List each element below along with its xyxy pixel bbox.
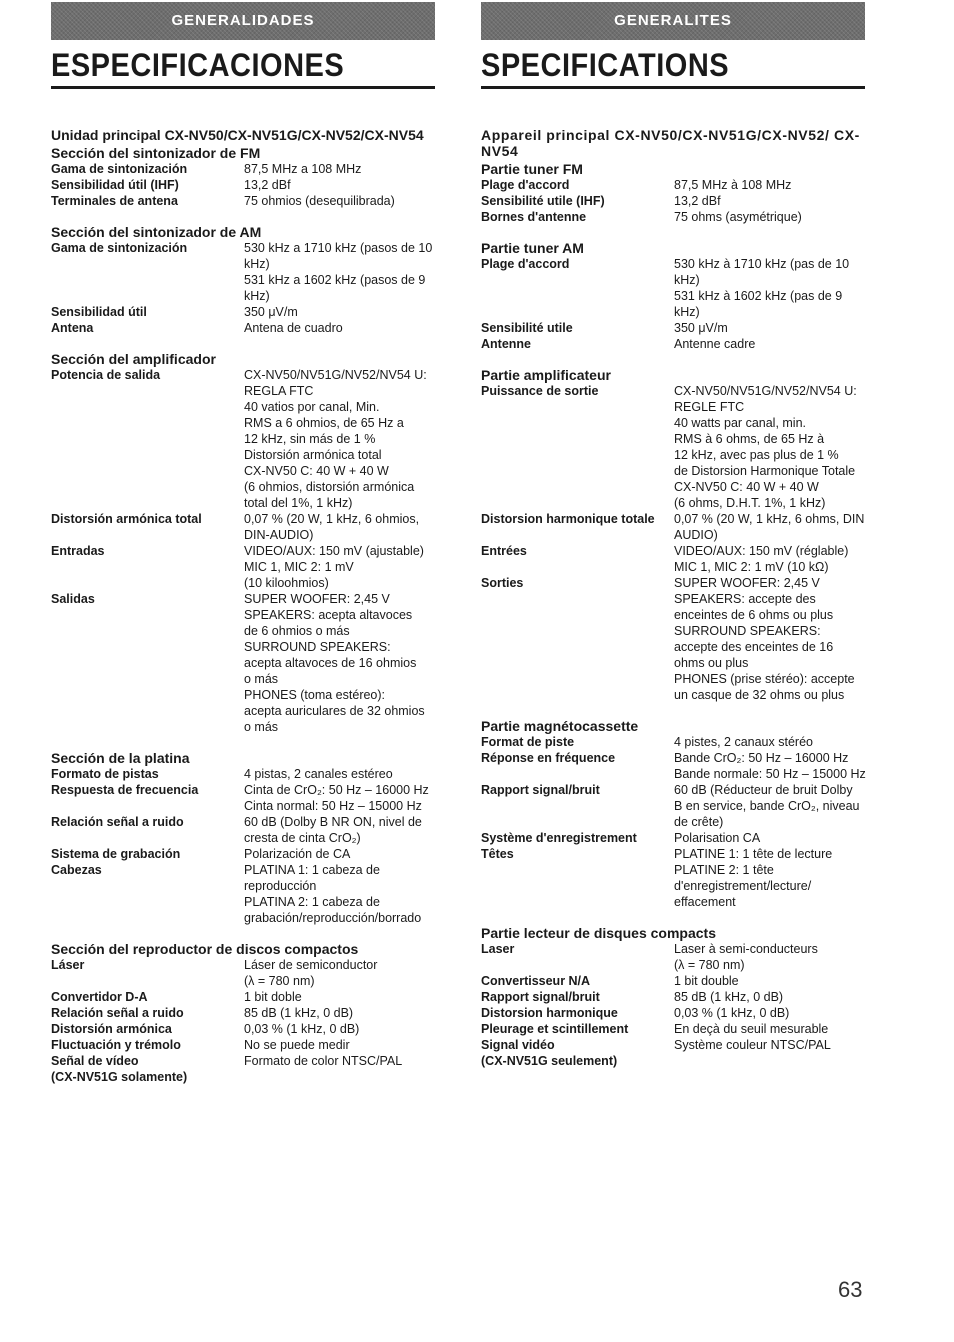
spec-value	[674, 320, 865, 336]
spec-value-line: acepta auriculares de 32 ohmios	[244, 704, 425, 718]
spec-value-line: Bande CrO₂: 50 Hz – 16000 Hz	[674, 751, 849, 765]
spec-value-line: enceintes de 6 ohms ou plus	[674, 608, 834, 622]
spec-value-line: MIC 1, MIC 2: 1 mV	[244, 560, 354, 574]
spec-value-line: 1 bit double	[674, 974, 739, 988]
spec-value-line: Bande normale: 50 Hz – 15000 Hz	[674, 767, 866, 781]
spec-label: Terminales de antena	[51, 194, 178, 208]
spec-value-line: de Distorsion Harmonique Totale	[674, 464, 856, 478]
spec-value-line: 0,07 % (20 W, 1 kHz, 6 ohms, DIN	[674, 512, 865, 526]
spec-row	[51, 766, 435, 782]
spec-value-line: MIC 1, MIC 2: 1 mV (10 kΩ)	[674, 560, 829, 574]
spec-value	[244, 304, 435, 320]
spec-value-line: B en service, bande CrO₂, niveau	[674, 799, 860, 813]
spec-value-line: CX-NV50 C: 40 W + 40 W	[244, 464, 389, 478]
spec-value-line: Antenne cadre	[674, 337, 756, 351]
section-title: Partie tuner FM	[481, 161, 583, 177]
spec-value-line: o más	[244, 720, 279, 734]
spec-value	[674, 830, 865, 846]
spec-value-line: No se puede medir	[244, 1038, 350, 1052]
spec-value-line: PLATINA 1: 1 cabeza de	[244, 863, 380, 877]
spec-value	[674, 941, 865, 973]
spec-value-line: 0,03 % (1 kHz, 0 dB)	[674, 1006, 790, 1020]
spec-row	[51, 367, 435, 511]
spec-label: Distorsión armónica total	[51, 512, 202, 526]
spec-value	[244, 989, 435, 1005]
spec-value-line: Cinta de CrO₂: 50 Hz – 16000 Hz	[244, 783, 429, 797]
spec-value	[244, 1069, 435, 1085]
spec-label: Format de piste	[481, 735, 575, 749]
spec-value-line: reproducción	[244, 879, 317, 893]
spec-value	[244, 766, 435, 782]
french-spec-sections	[481, 161, 865, 1069]
spec-value-line: 60 dB (Réducteur de bruit Dolby	[674, 783, 853, 797]
spec-row	[481, 1053, 865, 1069]
spec-value-line: SURROUND SPEAKERS:	[244, 640, 391, 654]
spec-label: Signal vidéo	[481, 1038, 555, 1052]
spec-value	[674, 209, 865, 225]
spec-row	[51, 177, 435, 193]
spec-value	[674, 256, 865, 320]
spec-value-line: 1 bit doble	[244, 990, 302, 1004]
spec-value-line: un casque de 32 ohms ou plus	[674, 688, 845, 702]
section-title: Partie tuner AM	[481, 240, 584, 256]
section-title: Sección del reproductor de discos compactos	[51, 941, 359, 957]
spanish-column	[51, 2, 435, 1085]
spec-value-line: 13,2 dBf	[244, 178, 291, 192]
spec-row	[481, 941, 865, 973]
spec-row	[481, 383, 865, 511]
spec-label: Antena	[51, 321, 94, 335]
page-number: 63	[838, 1277, 863, 1302]
spec-label: Sistema de grabación	[51, 847, 181, 861]
spec-value-line: Polarización de CA	[244, 847, 351, 861]
spec-value	[674, 1021, 865, 1037]
spec-value-line: 12 kHz, sin más de 1 %	[244, 432, 376, 446]
spec-value-line: SUPER WOOFER: 2,45 V	[674, 576, 820, 590]
spec-value-line: 4 pistas, 2 canales estéreo	[244, 767, 393, 781]
spec-row	[51, 161, 435, 177]
spec-label: Rapport signal/bruit	[481, 990, 600, 1004]
spec-label: Gama de sintonización	[51, 241, 188, 255]
spec-value-line: 75 ohms (asymétrique)	[674, 210, 802, 224]
spec-value-line: DIN-AUDIO)	[244, 528, 314, 542]
spec-row	[481, 782, 865, 830]
spec-value-line: RMS à 6 ohms, de 65 Hz à	[674, 432, 825, 446]
spec-value-line: kHz)	[674, 273, 700, 287]
spec-value	[244, 862, 435, 926]
spec-value-line: effacement	[674, 895, 736, 909]
spec-value-line: 40 watts par canal, min.	[674, 416, 807, 430]
spec-value-line: SPEAKERS: accepte des	[674, 592, 816, 606]
spec-value	[244, 161, 435, 177]
spec-label: Distorsion harmonique totale	[481, 512, 655, 526]
spec-label: Distorsion harmonique	[481, 1006, 618, 1020]
spec-value	[674, 177, 865, 193]
spec-value-line: 530 kHz a 1710 kHz (pasos de 10	[244, 241, 433, 255]
spec-value	[674, 1053, 865, 1069]
spec-row	[481, 209, 865, 225]
spec-value	[244, 1037, 435, 1053]
spec-label: Puissance de sortie	[481, 384, 599, 398]
french-column	[481, 2, 865, 1069]
spec-value-line: PLATINE 2: 1 tête	[674, 863, 774, 877]
spec-value	[674, 511, 865, 543]
spec-label: (CX-NV51G solamente)	[51, 1070, 188, 1084]
spec-label: Distorsión armónica	[51, 1022, 172, 1036]
spec-row	[51, 1021, 435, 1037]
spec-row	[481, 973, 865, 989]
spec-value	[674, 575, 865, 703]
spec-label: Laser	[481, 942, 515, 956]
spec-value	[244, 320, 435, 336]
spec-label: Sensibilité utile	[481, 321, 573, 335]
spec-value-line: SPEAKERS: acepta altavoces	[244, 608, 413, 622]
spec-value	[244, 1053, 435, 1069]
spec-value-line: Antena de cuadro	[244, 321, 343, 335]
spec-row	[51, 591, 435, 735]
spec-row	[481, 846, 865, 910]
spec-row	[481, 1037, 865, 1053]
spec-value-line: REGLE FTC	[674, 400, 745, 414]
spec-row	[481, 177, 865, 193]
spec-value	[244, 367, 435, 511]
spec-value-line: 4 pistes, 2 canaux stéréo	[674, 735, 813, 749]
spec-value-line: 40 vatios por canal, Min.	[244, 400, 380, 414]
french-model-heading: Appareil principal CX-NV50/CX-NV51G/CX-NV52/ CX-NV54	[481, 127, 860, 159]
spec-row	[481, 1021, 865, 1037]
section-title: Sección del amplificador	[51, 351, 216, 367]
spec-value-line: ohms ou plus	[674, 656, 749, 670]
spec-value-line: (10 kiloohmios)	[244, 576, 329, 590]
spec-value-line: de crête)	[674, 815, 724, 829]
spec-value-line: 531 kHz a 1602 kHz (pasos de 9	[244, 273, 426, 287]
spec-value-line: kHz)	[674, 305, 700, 319]
spec-value-line: CX-NV50 C: 40 W + 40 W	[674, 480, 819, 494]
spec-value-line: AUDIO)	[674, 528, 718, 542]
spec-row	[481, 320, 865, 336]
spec-value	[674, 383, 865, 511]
spec-row	[51, 814, 435, 846]
spec-label: Láser	[51, 958, 85, 972]
spec-value-line: 350 μV/m	[674, 321, 728, 335]
spec-value-line: REGLA FTC	[244, 384, 314, 398]
spec-label: Sensibilidad útil (IHF)	[51, 178, 179, 192]
spec-value	[244, 177, 435, 193]
spec-value	[674, 336, 865, 352]
spec-label: Antenne	[481, 337, 531, 351]
spec-value-line: 85 dB (1 kHz, 0 dB)	[674, 990, 784, 1004]
spec-label: (CX-NV51G seulement)	[481, 1054, 618, 1068]
spec-label: Gama de sintonización	[51, 162, 188, 176]
spec-row	[51, 989, 435, 1005]
spec-row	[51, 240, 435, 304]
spec-label: Sorties	[481, 576, 524, 590]
spec-value-line: 12 kHz, avec pas plus de 1 %	[674, 448, 839, 462]
spec-value	[674, 543, 865, 575]
spec-value-line: acepta altavoces de 16 ohmios	[244, 656, 417, 670]
spec-value-line: 0,07 % (20 W, 1 kHz, 6 ohmios,	[244, 512, 420, 526]
spec-row	[481, 1005, 865, 1021]
spec-value-line: 13,2 dBf	[674, 194, 721, 208]
spec-value-line: PHONES (prise stéréo): accepte	[674, 672, 855, 686]
section-title: Sección del sintonizador de FM	[51, 145, 261, 161]
section-title: Sección del sintonizador de AM	[51, 224, 262, 240]
spec-value-line: Laser à semi-conducteurs	[674, 942, 818, 956]
spec-value-line: cresta de cinta CrO₂)	[244, 831, 361, 845]
spec-row	[51, 304, 435, 320]
spec-label: Sensibilité utile (IHF)	[481, 194, 605, 208]
spec-label: Sensibilidad útil	[51, 305, 147, 319]
spec-row	[51, 846, 435, 862]
spec-label: Entrées	[481, 544, 527, 558]
spec-value-line: de 6 ohmios o más	[244, 624, 350, 638]
spec-label: Relación señal a ruido	[51, 815, 184, 829]
spec-row	[481, 734, 865, 750]
spec-label: Respuesta de frecuencia	[51, 783, 199, 797]
spec-value-line: o más	[244, 672, 279, 686]
spec-value-line: 0,03 % (1 kHz, 0 dB)	[244, 1022, 360, 1036]
spec-value-line: (6 ohms, D.H.T. 1%, 1 kHz)	[674, 496, 826, 510]
spec-label: Relación señal a ruido	[51, 1006, 184, 1020]
spec-value-line: 60 dB (Dolby B NR ON, nivel de	[244, 815, 422, 829]
spec-value	[674, 989, 865, 1005]
spec-value	[674, 734, 865, 750]
spec-value-line: PHONES (toma estéreo):	[244, 688, 386, 702]
spec-value-line: Système couleur NTSC/PAL	[674, 1038, 831, 1052]
spec-row	[481, 575, 865, 703]
spec-label: Fluctuación y trémolo	[51, 1038, 181, 1052]
spec-value-line: PLATINA 2: 1 cabeza de	[244, 895, 380, 909]
spec-value	[674, 750, 866, 782]
section-title: Partie amplificateur	[481, 367, 611, 383]
spanish-model-heading: Unidad principal CX-NV50/CX-NV51G/CX-NV52/CX-NV54	[51, 127, 424, 143]
spanish-spec-sections	[51, 145, 435, 1085]
spec-value	[674, 782, 865, 830]
spec-row	[481, 336, 865, 352]
spec-label: Plage d'accord	[481, 178, 570, 192]
spec-value-line: 75 ohmios (desequilibrada)	[244, 194, 395, 208]
spec-value-line: 350 μV/m	[244, 305, 298, 319]
spec-value-line: 87,5 MHz à 108 MHz	[674, 178, 792, 192]
spec-label: Bornes d'antenne	[481, 210, 587, 224]
spec-value-line: Cinta normal: 50 Hz – 15000 Hz	[244, 799, 422, 813]
spec-row	[481, 193, 865, 209]
spec-label: Convertisseur N/A	[481, 974, 591, 988]
spec-value-line: Polarisation CA	[674, 831, 761, 845]
spec-value	[244, 1021, 435, 1037]
spec-row	[51, 1037, 435, 1053]
spec-value	[674, 1037, 865, 1053]
spec-value	[244, 591, 435, 735]
spec-row	[481, 256, 865, 320]
spanish-banner: GENERALIDADES	[51, 2, 435, 40]
spec-value-line: En deçà du seuil mesurable	[674, 1022, 829, 1036]
spec-value	[244, 814, 435, 846]
spec-value	[674, 973, 865, 989]
spec-value-line: Láser de semiconductor	[244, 958, 378, 972]
section-title: Sección de la platina	[51, 750, 190, 766]
spec-value-line: (λ = 780 nm)	[674, 958, 745, 972]
spec-row	[51, 1005, 435, 1021]
spec-value-line: 87,5 MHz a 108 MHz	[244, 162, 362, 176]
spec-value	[244, 782, 435, 814]
spec-value	[244, 240, 435, 304]
spec-label: Têtes	[481, 847, 514, 861]
spec-value-line: VIDEO/AUX: 150 mV (ajustable)	[244, 544, 424, 558]
spec-row	[51, 1069, 435, 1085]
spec-row	[51, 320, 435, 336]
spec-row	[51, 957, 435, 989]
spec-row	[481, 511, 865, 543]
spec-row	[481, 543, 865, 575]
spec-label: Plage d'accord	[481, 257, 570, 271]
spec-label: Entradas	[51, 544, 105, 558]
spec-label: Formato de pistas	[51, 767, 159, 781]
spec-value	[244, 543, 435, 591]
spec-value-line: 531 kHz à 1602 kHz (pas de 9	[674, 289, 843, 303]
spec-value-line: (6 ohmios, distorsión armónica	[244, 480, 415, 494]
spec-row	[51, 862, 435, 926]
spec-label: Convertidor D-A	[51, 990, 148, 1004]
spec-label: Potencia de salida	[51, 368, 161, 382]
spec-value-line: kHz)	[244, 289, 270, 303]
spec-value-line: Formato de color NTSC/PAL	[244, 1054, 403, 1068]
spec-value-line: total del 1%, 1 kHz)	[244, 496, 353, 510]
spec-value-line: RMS a 6 ohmios, de 65 Hz a	[244, 416, 404, 430]
spec-row	[481, 750, 865, 782]
spec-value-line: SUPER WOOFER: 2,45 V	[244, 592, 390, 606]
spec-value-line: accepte des enceintes de 16	[674, 640, 834, 654]
section-title: Partie lecteur de disques compacts	[481, 925, 716, 941]
spanish-page-title: ESPECIFICACIONES	[51, 48, 345, 85]
spec-value	[244, 193, 435, 209]
spec-label: Pleurage et scintillement	[481, 1022, 629, 1036]
spec-row	[481, 830, 865, 846]
spec-value-line: CX-NV50/NV51G/NV52/NV54 U:	[244, 368, 427, 382]
french-page-title: SPECIFICATIONS	[481, 48, 730, 85]
spec-row	[51, 511, 435, 543]
spec-value	[244, 846, 435, 862]
spec-label: Cabezas	[51, 863, 102, 877]
french-banner: GENERALITES	[481, 2, 865, 40]
spec-value	[674, 1005, 865, 1021]
spec-value-line: CX-NV50/NV51G/NV52/NV54 U:	[674, 384, 857, 398]
spec-value-line: 530 kHz à 1710 kHz (pas de 10	[674, 257, 850, 271]
spec-label: Señal de vídeo	[51, 1054, 139, 1068]
spec-value	[244, 511, 435, 543]
spec-value	[674, 193, 865, 209]
spec-row	[481, 989, 865, 1005]
spec-value-line: SURROUND SPEAKERS:	[674, 624, 821, 638]
spec-value-line: 85 dB (1 kHz, 0 dB)	[244, 1006, 354, 1020]
spec-value	[674, 846, 865, 910]
spec-row	[51, 193, 435, 209]
spec-label: Rapport signal/bruit	[481, 783, 600, 797]
spec-value-line: PLATINE 1: 1 tête de lecture	[674, 847, 833, 861]
spec-value-line: (λ = 780 nm)	[244, 974, 315, 988]
spec-value-line: d'enregistrement/lecture/	[674, 879, 812, 893]
spec-value	[244, 1005, 435, 1021]
spec-label: Salidas	[51, 592, 95, 606]
spec-value-line: VIDEO/AUX: 150 mV (réglable)	[674, 544, 849, 558]
spec-value-line: kHz)	[244, 257, 270, 271]
spec-row	[51, 543, 435, 591]
section-title: Partie magnétocassette	[481, 718, 639, 734]
spec-value-line: Distorsión armónica total	[244, 448, 382, 462]
spec-row	[51, 1053, 435, 1069]
spec-label: Système d'enregistrement	[481, 831, 637, 845]
spec-label: Réponse en fréquence	[481, 751, 616, 765]
spec-row	[51, 782, 435, 814]
spec-value	[244, 957, 435, 989]
spec-value-line: grabación/reproducción/borrado	[244, 911, 422, 925]
